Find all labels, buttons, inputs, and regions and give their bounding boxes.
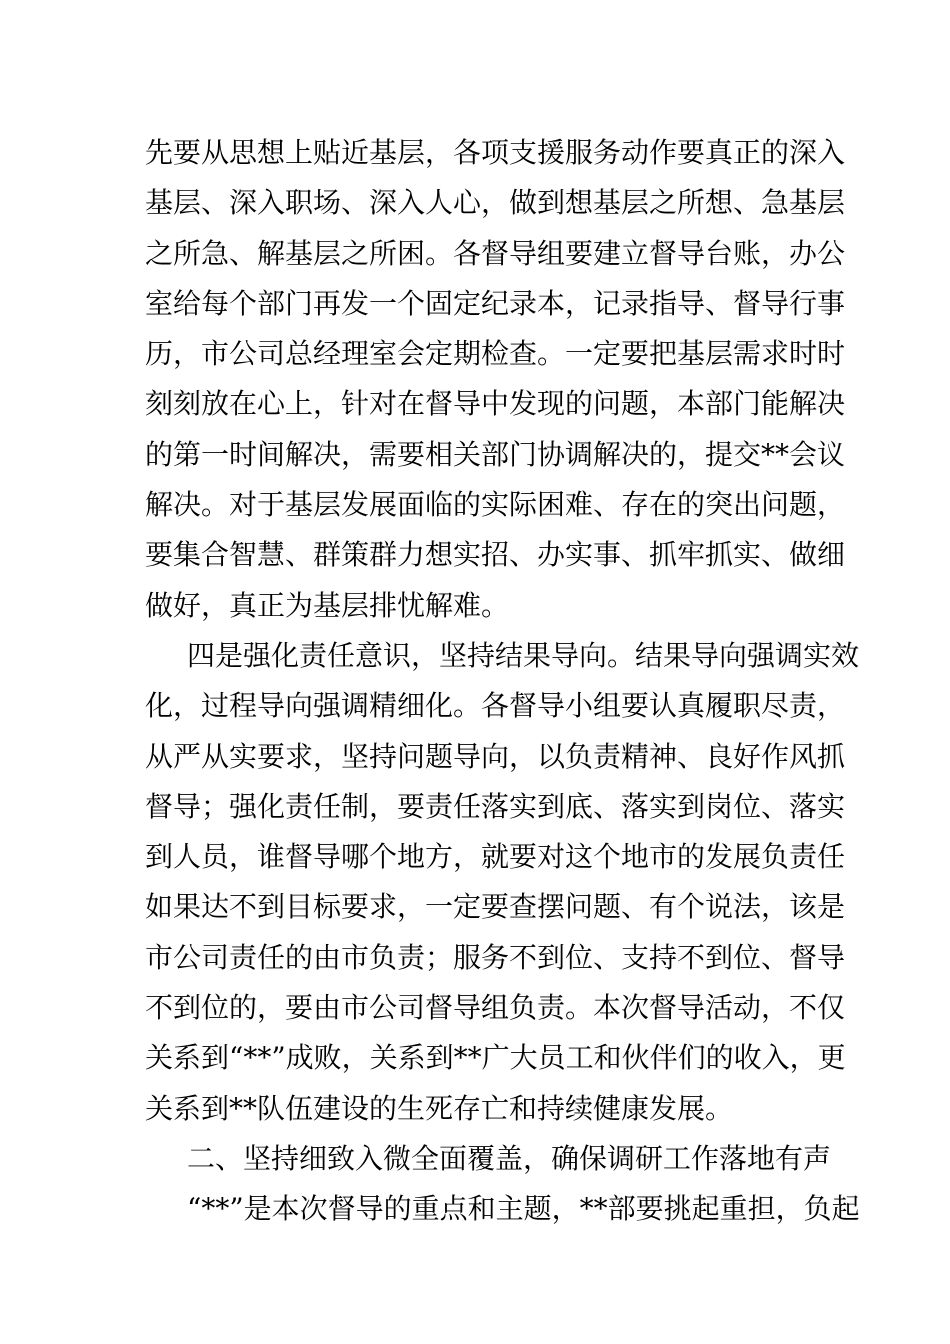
text-line: 化，过程导向强调精细化。各督导小组要认真履职尽责， xyxy=(145,689,846,723)
text-line: 刻刻放在心上，针对在督导中发现的问题，本部门能解决 xyxy=(145,387,846,421)
text-line: 市公司责任的由市负责；服务不到位、支持不到位、督导 xyxy=(145,940,846,974)
text-line: 基层、深入职场、深入人心，做到想基层之所想、急基层 xyxy=(145,186,846,220)
text-line: 到人员，谁督导哪个地方，就要对这个地市的发展负责任 xyxy=(145,840,846,874)
text-line: 要集合智慧、群策群力想实招、办实事、抓牢抓实、做细 xyxy=(145,538,846,572)
text-line: 如果达不到目标要求，一定要查摆问题、有个说法，该是 xyxy=(145,890,846,924)
paragraph-start-line: “**”是本次督导的重点和主题，**部要挑起重担，负起 xyxy=(187,1192,860,1226)
text-line: 先要从思想上贴近基层，各项支援服务动作要真正的深入 xyxy=(145,136,846,169)
text-line: 关系到“**”成败，关系到**广大员工和伙伴们的收入，更 xyxy=(145,1041,846,1075)
paragraph-start-line: 四是强化责任意识，坚持结果导向。结果导向强调实效 xyxy=(187,638,860,672)
text-line: 的第一时间解决，需要相关部门协调解决的，提交**会议 xyxy=(145,437,846,471)
text-line: 之所急、解基层之所困。各督导组要建立督导台账，办公 xyxy=(145,236,846,270)
section-heading: 二、坚持细致入微全面覆盖，确保调研工作落地有声 xyxy=(187,1141,832,1175)
text-line: 室给每个部门再发一个固定纪录本，记录指导、督导行事 xyxy=(145,286,846,320)
text-line: 历，市公司总经理室会定期检查。一定要把基层需求时时 xyxy=(145,337,846,371)
text-line: 不到位的，要由市公司督导组负责。本次督导活动，不仅 xyxy=(145,991,846,1025)
text-line: 解决。对于基层发展面临的实际困难、存在的突出问题， xyxy=(145,488,846,522)
text-line: 做好，真正为基层排忧解难。 xyxy=(145,588,510,622)
body-text xyxy=(145,128,860,1235)
text-line: 关系到**队伍建设的生死存亡和持续健康发展。 xyxy=(145,1091,734,1125)
text-line: 从严从实要求，坚持问题导向，以负责精神、良好作风抓 xyxy=(145,739,846,773)
text-line: 督导；强化责任制，要责任落实到底、落实到岗位、落实 xyxy=(145,789,846,823)
